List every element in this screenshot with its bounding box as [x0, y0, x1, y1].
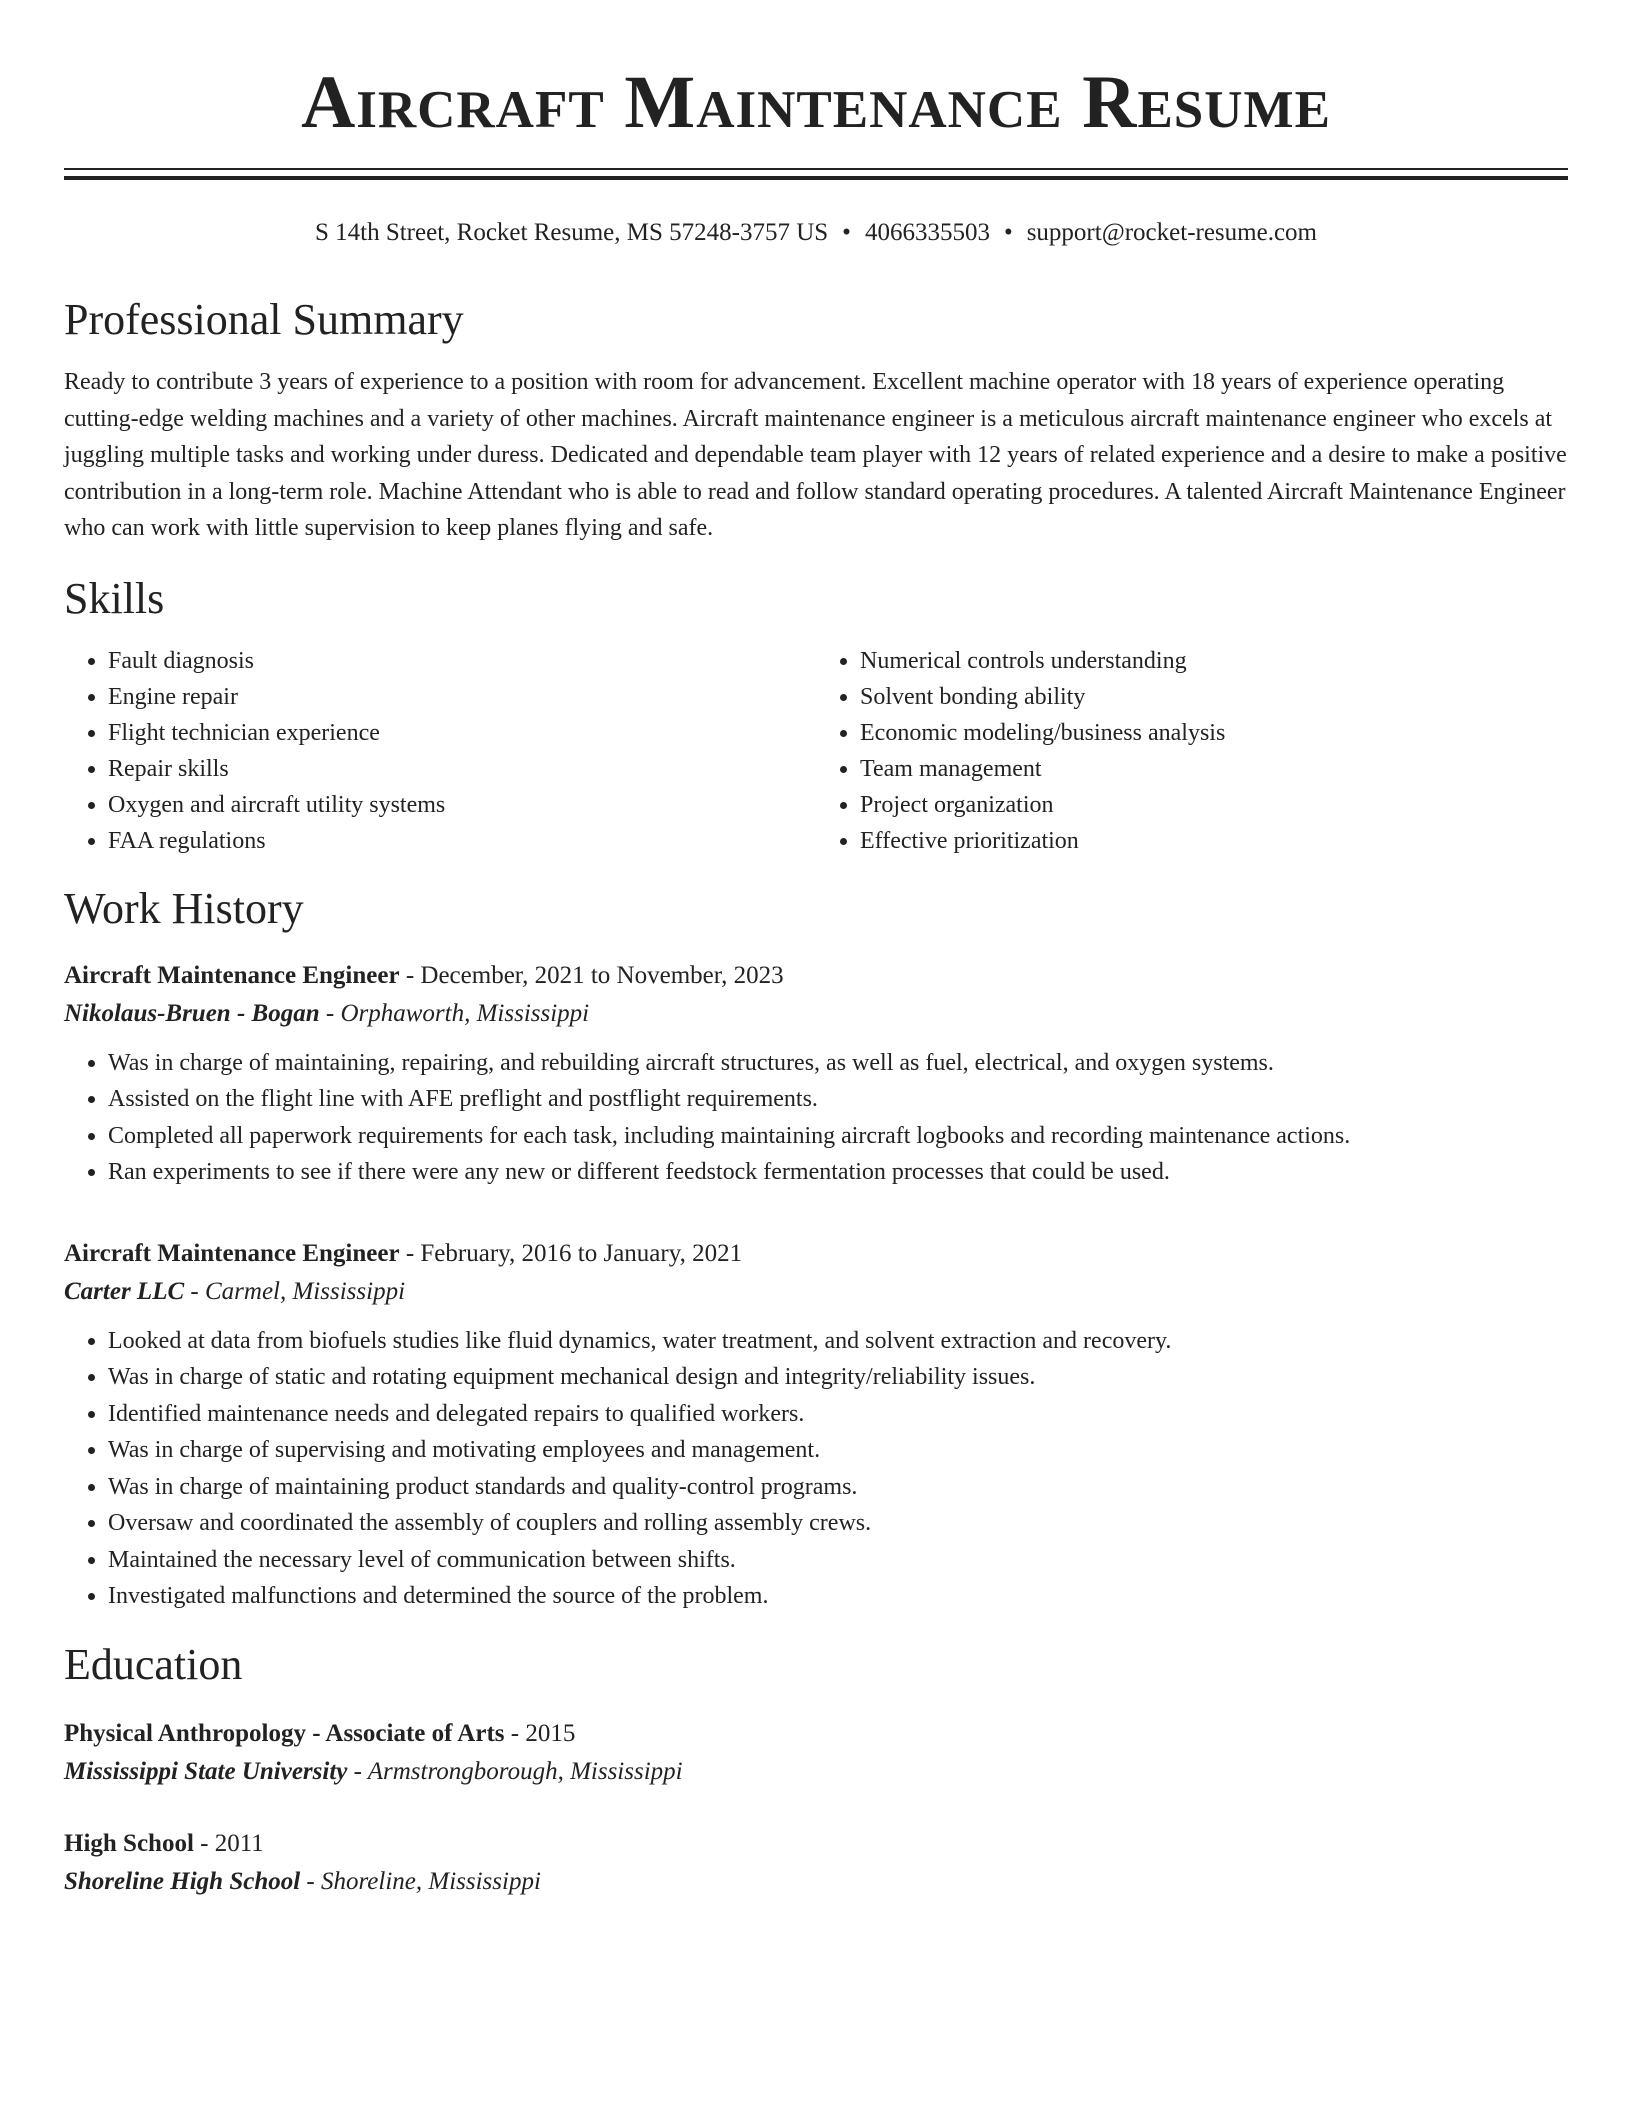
education-heading: Education — [64, 1639, 243, 1689]
job-dates: December, 2021 to November, 2023 — [420, 961, 784, 989]
job-bullet: • Investigated malfunctions and determined the source of the problem. — [108, 1578, 1568, 1615]
title-divider — [64, 168, 1568, 180]
divider-thick-line — [64, 176, 1568, 180]
education-institution: Shoreline High School - Shoreline, Mississippi — [64, 1867, 541, 1895]
education-institution: Mississippi State University - Armstrongborough, Mississippi — [64, 1757, 683, 1785]
education-degree: Physical Anthropology - Associate of Arts — [64, 1719, 505, 1747]
job-bullet: • Completed all paperwork requirements for each task, including maintaining aircraft logbooks and recording maintenance actions. — [108, 1118, 1568, 1155]
education-school: Shoreline High School — [64, 1867, 301, 1895]
skills-column-right — [816, 643, 1568, 859]
job-title: Aircraft Maintenance Engineer — [64, 961, 400, 989]
education-header: Physical Anthropology - Associate of Arts - 2015 — [64, 1719, 576, 1747]
education-location: Shoreline, Mississippi — [321, 1867, 541, 1895]
skill-item: • Repair skills — [108, 751, 816, 787]
skill-item: • Numerical controls understanding — [860, 643, 1568, 679]
skill-item: • Oxygen and aircraft utility systems — [108, 787, 816, 823]
job-bullet: • Looked at data from biofuels studies like fluid dynamics, water treatment, and solvent extraction and recovery. — [108, 1323, 1568, 1360]
summary-heading: Professional Summary — [64, 295, 464, 344]
skill-item: • Solvent bonding ability — [860, 679, 1568, 715]
skill-item: • Flight technician experience — [108, 715, 816, 751]
job-bullets — [64, 1323, 1568, 1615]
job-bullets — [64, 1045, 1568, 1191]
skill-item: • Engine repair — [108, 679, 816, 715]
job-dates: February, 2016 to January, 2021 — [420, 1239, 743, 1267]
job-bullet: • Was in charge of supervising and motivating employees and management. — [108, 1432, 1568, 1469]
job-company: Carter LLC — [64, 1277, 185, 1305]
contact-email: support@rocket-resume.com — [1026, 219, 1317, 246]
job-bullet: • Was in charge of maintaining product standards and quality-control programs. — [108, 1469, 1568, 1506]
contact-line — [64, 216, 1568, 250]
divider-thin-line — [64, 168, 1568, 170]
education-entry — [64, 1825, 1568, 1901]
job-bullet: • Maintained the necessary level of communication between shifts. — [108, 1542, 1568, 1579]
contact-phone: 4066335503 — [864, 219, 990, 246]
job-header: Aircraft Maintenance Engineer - December, 2021 to November, 2023 — [64, 961, 784, 989]
job-bullet: • Identified maintenance needs and delegated repairs to qualified workers. — [108, 1396, 1568, 1433]
job-bullet: • Oversaw and coordinated the assembly of couplers and rolling assembly crews. — [108, 1505, 1568, 1542]
job-employer: Carter LLC - Carmel, Mississippi — [64, 1277, 406, 1305]
skill-item: • Project organization — [860, 787, 1568, 823]
education-location: Armstrongborough, Mississippi — [367, 1757, 683, 1785]
skill-item: • Effective prioritization — [860, 823, 1568, 859]
job-location: Orphaworth, Mississippi — [340, 999, 590, 1027]
contact-separator: • — [1003, 219, 1013, 246]
skills-list — [64, 643, 1568, 859]
job-header: Aircraft Maintenance Engineer - February, 2016 to January, 2021 — [64, 1239, 743, 1267]
job-bullet: • Was in charge of static and rotating equipment mechanical design and integrity/reliability issues. — [108, 1359, 1568, 1396]
skill-item: • Team management — [860, 751, 1568, 787]
job-entry — [64, 957, 1568, 1191]
job-company: Nikolaus-Bruen - Bogan — [64, 999, 320, 1027]
job-bullet: • Was in charge of maintaining, repairing, and rebuilding aircraft structures, as well as fuel, electrical, and oxygen systems. — [108, 1045, 1568, 1082]
work-history-heading: Work History — [64, 883, 304, 933]
skill-item: • Economic modeling/business analysis — [860, 715, 1568, 751]
skills-column-left — [64, 643, 816, 859]
job-employer: Nikolaus-Bruen - Bogan - Orphaworth, Mississippi — [64, 999, 590, 1027]
contact-separator: • — [842, 219, 851, 246]
job-bullet: • Ran experiments to see if there were any new or different feedstock fermentation processes that could be used. — [108, 1154, 1568, 1191]
resume-title: Aircraft Maintenance Resume — [301, 61, 1331, 144]
education-entry — [64, 1715, 1568, 1791]
skill-item: • FAA regulations — [108, 823, 816, 859]
skills-heading: Skills — [64, 573, 165, 623]
education-header: High School - 2011 — [64, 1829, 264, 1857]
job-bullet: • Assisted on the flight line with AFE preflight and postflight requirements. — [108, 1081, 1568, 1118]
job-title: Aircraft Maintenance Engineer — [64, 1239, 400, 1267]
job-entry — [64, 1235, 1568, 1615]
summary-text: Ready to contribute 3 years of experience to a position with room for advancement. Excellent machine operator with 18 years of experience operating cutting-edge welding machines and a variety of other machines. Aircraft maintenance engineer is a meticulous aircraft maintenance engineer who excels at juggling multiple tasks and working under duress. Dedicated and dependable team player with 12 years of related experience and a desire to make a positive contribution in a long-term role. Machine Attendant who is able to read and follow standard operating procedures. A talented Aircraft Maintenance Engineer who can work with little supervision to keep planes flying and safe. — [64, 369, 1567, 541]
job-location: Carmel, Mississippi — [204, 1277, 406, 1305]
education-year: 2015 — [525, 1719, 576, 1747]
skill-item: • Fault diagnosis — [108, 643, 816, 679]
education-degree: High School — [64, 1829, 194, 1857]
education-school: Mississippi State University — [64, 1757, 348, 1785]
education-year: 2011 — [214, 1829, 264, 1857]
contact-address: S 14th Street, Rocket Resume, MS 57248-3757 US — [314, 219, 829, 246]
